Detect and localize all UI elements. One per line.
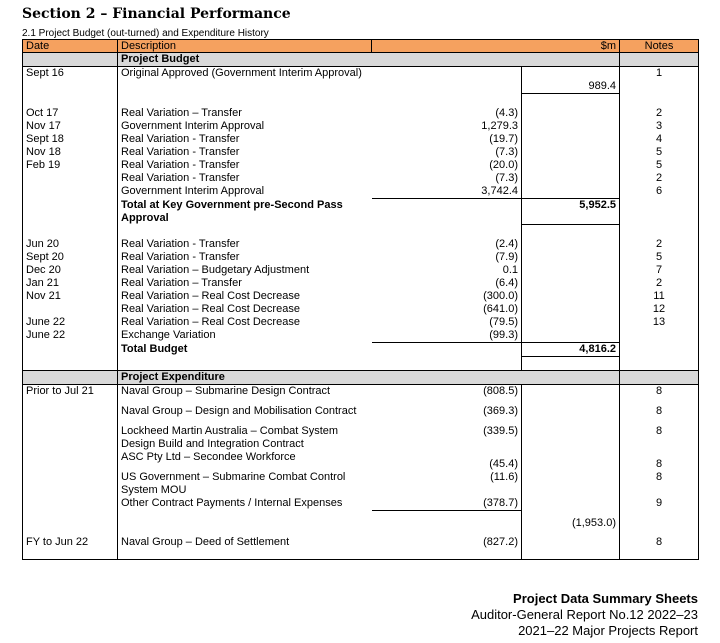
row-date: FY to Jun 22 bbox=[23, 536, 118, 549]
row-notes bbox=[620, 329, 699, 343]
footer-line-3: 2021–22 Major Projects Report bbox=[518, 623, 698, 638]
row-description: Real Variation - Transfer bbox=[121, 172, 240, 184]
row-subtotal: (1,953.0) bbox=[522, 510, 620, 536]
section-title: Section 2 – Financial Performance bbox=[22, 6, 291, 22]
table-row bbox=[23, 290, 699, 303]
table-row bbox=[23, 133, 699, 146]
row-amount: (6.4) bbox=[372, 277, 522, 290]
row-amount: (808.5) bbox=[372, 385, 522, 405]
row-subtotal: 989.4 bbox=[522, 67, 620, 94]
row-description: Real Variation – Transfer bbox=[121, 107, 242, 119]
row-description: Naval Group – Deed of Settlement bbox=[121, 536, 290, 548]
row-notes: 1 bbox=[620, 67, 699, 94]
table-row bbox=[23, 497, 699, 511]
row-description: Other Contract Payments / Internal Expenses bbox=[121, 496, 343, 509]
table-row bbox=[23, 172, 699, 185]
page-footer bbox=[471, 591, 698, 639]
row-date: Sept 20 bbox=[23, 251, 118, 264]
row-description: ASC Pty Ltd – Secondee Workforce bbox=[121, 450, 296, 463]
table-row bbox=[23, 107, 699, 120]
row-date: Oct 17 bbox=[23, 107, 118, 120]
table-row-total bbox=[23, 343, 699, 357]
row-amount: 3,742.4 bbox=[372, 185, 522, 199]
row-description: Real Variation - Transfer bbox=[121, 251, 240, 263]
row-amount: 0.1 bbox=[372, 264, 522, 277]
row-notes: 8 bbox=[620, 451, 699, 471]
row-amount: (7.3) bbox=[372, 146, 522, 159]
row-description: Lockheed Martin Australia – Combat System Design Build and Integration Contract bbox=[121, 424, 339, 450]
footer-line-1: Project Data Summary Sheets bbox=[513, 591, 698, 606]
table-row bbox=[23, 385, 699, 405]
row-amount: (19.7) bbox=[372, 133, 522, 146]
section-row-budget bbox=[23, 53, 699, 67]
header-description: Description bbox=[118, 40, 372, 53]
table-row bbox=[23, 146, 699, 159]
row-description: Original Approved (Government Interim Approval) bbox=[121, 67, 362, 79]
table-row bbox=[23, 185, 699, 199]
row-date: Nov 17 bbox=[23, 120, 118, 133]
row-date: Jun 20 bbox=[23, 238, 118, 251]
row-description: Real Variation – Transfer bbox=[121, 277, 242, 289]
row-notes: 8 bbox=[620, 471, 699, 497]
row-description: Exchange Variation bbox=[121, 329, 216, 341]
footer-line-2: Auditor-General Report No.12 2022–23 bbox=[471, 607, 698, 622]
row-description: Real Variation - Transfer bbox=[121, 133, 240, 145]
header-notes: Notes bbox=[620, 40, 699, 53]
table-row bbox=[23, 316, 699, 329]
row-subtotal: 5,952.5 bbox=[522, 199, 620, 225]
row-date bbox=[23, 185, 118, 199]
row-date: Prior to Jul 21 bbox=[23, 385, 118, 405]
row-amount: (20.0) bbox=[372, 159, 522, 172]
row-amount: (79.5) bbox=[372, 316, 522, 329]
row-amount: (99.3) bbox=[372, 329, 522, 343]
row-description: US Government – Submarine Combat Control System MOU bbox=[121, 470, 346, 496]
row-description: Real Variation - Transfer bbox=[121, 238, 240, 250]
row-notes: 6 bbox=[620, 185, 699, 199]
row-notes: 5 bbox=[620, 146, 699, 159]
row-notes: 2 bbox=[620, 277, 699, 290]
row-notes: 13 bbox=[620, 316, 699, 329]
row-notes: 4 bbox=[620, 133, 699, 146]
table-row bbox=[23, 451, 699, 471]
row-date: Nov 18 bbox=[23, 146, 118, 159]
row-notes: 2 bbox=[620, 172, 699, 185]
row-description: Government Interim Approval bbox=[121, 185, 265, 197]
row-date bbox=[23, 199, 118, 225]
header-row bbox=[23, 40, 699, 53]
row-description: Real Variation - Transfer bbox=[121, 159, 240, 171]
row-description: Government Interim Approval bbox=[121, 120, 265, 132]
row-amount: (11.6) bbox=[372, 471, 522, 497]
budget-expenditure-table bbox=[22, 39, 699, 560]
row-description: Real Variation – Real Cost Decrease bbox=[121, 303, 300, 315]
header-sm: $m bbox=[372, 40, 620, 53]
row-amount: (2.4) bbox=[372, 238, 522, 251]
table-row bbox=[23, 536, 699, 549]
expenditure-heading: Project Expenditure bbox=[118, 371, 372, 385]
table-row bbox=[23, 425, 699, 451]
row-notes: 8 bbox=[620, 425, 699, 451]
row-amount: (339.5) bbox=[372, 425, 522, 451]
header-date: Date bbox=[23, 40, 118, 53]
row-amount: (827.2) bbox=[372, 536, 522, 549]
row-notes: 2 bbox=[620, 107, 699, 120]
row-notes: 8 bbox=[620, 385, 699, 405]
table-row bbox=[23, 159, 699, 172]
table-subtitle: 2.1 Project Budget (out-turned) and Expenditure History bbox=[22, 28, 269, 39]
table-row bbox=[23, 120, 699, 133]
table-row bbox=[23, 277, 699, 290]
row-description: Naval Group – Submarine Design Contract bbox=[121, 385, 331, 397]
row-amount: (4.3) bbox=[372, 107, 522, 120]
row-amount: (45.4) bbox=[372, 451, 522, 471]
table-row bbox=[23, 251, 699, 264]
row-notes: 5 bbox=[620, 159, 699, 172]
table-row bbox=[23, 264, 699, 277]
row-description: Real Variation – Budgetary Adjustment bbox=[121, 264, 310, 276]
row-subtotal: 4,816.2 bbox=[522, 343, 620, 357]
row-description: Real Variation – Real Cost Decrease bbox=[121, 290, 300, 302]
row-notes: 8 bbox=[620, 536, 699, 549]
table-row-total bbox=[23, 199, 699, 225]
row-notes: 7 bbox=[620, 264, 699, 277]
row-date: Jan 21 bbox=[23, 277, 118, 290]
row-date: Sept 16 bbox=[23, 67, 118, 94]
row-notes: 2 bbox=[620, 238, 699, 251]
section-row-expenditure bbox=[23, 371, 699, 385]
row-notes: 5 bbox=[620, 251, 699, 264]
row-notes: 12 bbox=[620, 303, 699, 316]
row-notes: 3 bbox=[620, 120, 699, 133]
row-amount: (641.0) bbox=[372, 303, 522, 316]
table-row bbox=[23, 238, 699, 251]
table-row bbox=[23, 67, 699, 94]
row-date: Sept 18 bbox=[23, 133, 118, 146]
row-notes: 8 bbox=[620, 405, 699, 425]
row-description: Naval Group – Design and Mobilisation Contract bbox=[121, 404, 357, 417]
row-amount: (369.3) bbox=[372, 405, 522, 425]
row-amount: (300.0) bbox=[372, 290, 522, 303]
row-description: Total Budget bbox=[121, 342, 188, 355]
row-notes: 9 bbox=[620, 497, 699, 511]
table-row bbox=[23, 405, 699, 425]
row-date: Dec 20 bbox=[23, 264, 118, 277]
row-amount: (7.3) bbox=[372, 172, 522, 185]
row-amount: (378.7) bbox=[372, 497, 522, 511]
row-amount: (7.9) bbox=[372, 251, 522, 264]
row-description: Total at Key Government pre-Second Pass Approval bbox=[121, 198, 343, 224]
table-row-subtotal bbox=[23, 510, 699, 536]
row-date bbox=[23, 303, 118, 316]
row-date: June 22 bbox=[23, 316, 118, 329]
row-amount: 1,279.3 bbox=[372, 120, 522, 133]
budget-heading: Project Budget bbox=[118, 53, 372, 67]
row-notes: 11 bbox=[620, 290, 699, 303]
row-description: Real Variation – Real Cost Decrease bbox=[121, 316, 300, 328]
row-date: June 22 bbox=[23, 329, 118, 343]
row-date: Feb 19 bbox=[23, 159, 118, 172]
row-date: Nov 21 bbox=[23, 290, 118, 303]
row-description: Real Variation - Transfer bbox=[121, 146, 240, 158]
table-row bbox=[23, 329, 699, 343]
table-row bbox=[23, 471, 699, 497]
row-date bbox=[23, 172, 118, 185]
table-row bbox=[23, 303, 699, 316]
